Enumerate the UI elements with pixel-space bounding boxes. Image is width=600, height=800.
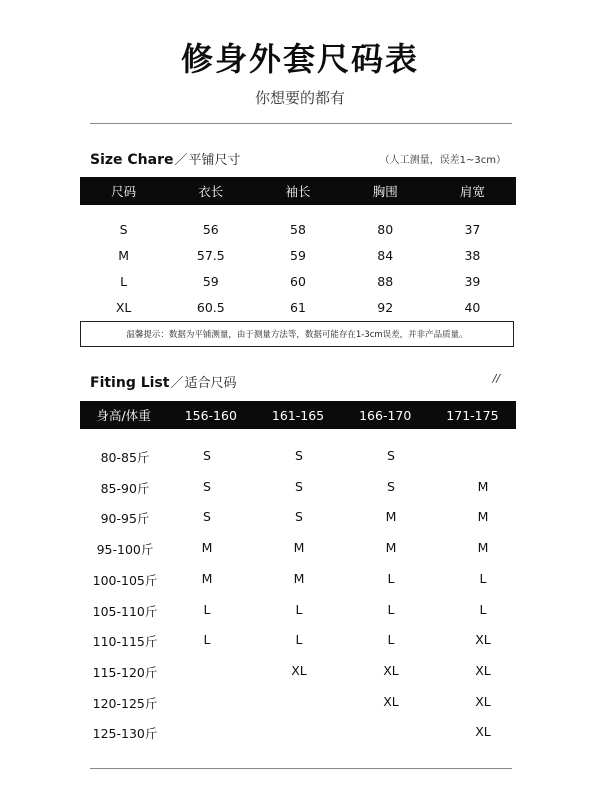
shoulder-col-header: 肩宽: [459, 184, 485, 199]
top-divider: [90, 123, 512, 124]
size-recommendation-cell: XL: [383, 693, 399, 709]
size-col-header: 尺码: [111, 184, 137, 199]
table-cell: 59: [290, 247, 306, 263]
fitting-list-table: [80, 440, 516, 750]
fitting-list-heading: [90, 372, 516, 392]
size-recommendation-cell: M: [477, 478, 489, 494]
table-cell: L: [120, 273, 128, 289]
size-recommendation-cell: XL: [383, 662, 399, 678]
fitting-list-title-cn: 适合尺码: [184, 376, 237, 391]
size-recommendation-cell: XL: [475, 693, 491, 709]
table-cell: 56: [202, 221, 219, 237]
size-recommendation-cell: L: [479, 601, 487, 617]
height-col-header-171-175: 171-175: [446, 407, 499, 423]
table-row: [80, 297, 516, 317]
table-cell: 37: [464, 221, 481, 237]
length-col-header: 衣长: [198, 184, 224, 199]
size-recommendation-cell: L: [295, 601, 303, 617]
table-cell: 57.5: [196, 247, 225, 263]
page-subtitle: 你想要的都有: [254, 89, 345, 107]
weight-range-label: 95-100斤: [96, 542, 154, 558]
table-row: [80, 245, 516, 265]
table-cell: 92: [377, 299, 394, 315]
table-cell: 88: [377, 273, 394, 289]
table-cell: 38: [464, 247, 481, 263]
height-col-header-166-170: 166-170: [359, 407, 412, 423]
size-recommendation-cell: S: [203, 448, 211, 463]
size-recommendation-cell: XL: [291, 662, 307, 678]
size-recommendation-cell: L: [387, 601, 395, 617]
table-cell: XL: [115, 299, 132, 315]
fitting-list-title-en: Fiting List: [90, 375, 170, 391]
size-recommendation-cell: S: [203, 509, 211, 525]
size-recommendation-cell: L: [203, 601, 211, 617]
size-recommendation-cell: L: [387, 570, 395, 586]
size-recommendation-cell: S: [387, 448, 395, 463]
sleeve-col-header: 袖长: [285, 184, 311, 199]
size-recommendation-cell: S: [203, 478, 211, 494]
size-recommendation-cell: M: [385, 540, 397, 556]
size-chart-title-cn: 平铺尺寸: [188, 153, 241, 168]
weight-range-label: 80-85斤: [100, 450, 150, 465]
bottom-divider: [90, 768, 512, 769]
table-cell: 39: [464, 273, 481, 289]
size-recommendation-cell: M: [385, 509, 397, 525]
size-recommendation-cell: S: [387, 478, 395, 494]
table-row: [80, 271, 516, 291]
size-chart-title-en: Size Chare: [90, 152, 174, 168]
table-cell: S: [119, 221, 128, 237]
table-cell: 59: [202, 273, 219, 289]
table-cell: M: [118, 247, 129, 263]
weight-range-label: 100-105斤: [92, 572, 158, 588]
size-chart-header-row: [80, 177, 516, 205]
fitting-list-header-row: [80, 401, 516, 429]
height-col-header-161-165: 161-165: [271, 407, 325, 423]
table-cell: 58: [290, 221, 306, 237]
weight-range-label: 110-115斤: [92, 634, 158, 650]
size-chart-title-sep: ／: [174, 153, 188, 168]
weight-range-label: 105-110斤: [92, 603, 158, 619]
corner-slash-mark: //: [492, 372, 500, 385]
size-recommendation-cell: M: [201, 570, 213, 586]
table-cell: 84: [377, 247, 394, 263]
measurement-tip-box: 温馨提示：数据为平铺测量，由于测量方法等，数据可能存在1-3cm误差，并非产品质量。: [80, 321, 514, 347]
weight-range-label: 125-130斤: [92, 726, 158, 742]
size-recommendation-cell: M: [477, 509, 489, 525]
weight-range-label: 120-125斤: [92, 695, 158, 711]
size-recommendation-cell: M: [201, 540, 213, 556]
size-recommendation-cell: XL: [475, 662, 491, 678]
table-cell: 60.5: [196, 299, 225, 315]
weight-range-label: 90-95斤: [100, 511, 150, 527]
size-recommendation-cell: M: [477, 540, 489, 556]
size-recommendation-cell: XL: [475, 724, 491, 740]
size-recommendation-cell: S: [295, 509, 303, 525]
size-chart-heading: [90, 149, 516, 169]
size-recommendation-cell: L: [203, 632, 211, 648]
size-recommendation-cell: S: [295, 448, 303, 463]
size-recommendation-cell: M: [293, 570, 305, 586]
height-weight-col-header: 身高/体重: [96, 408, 151, 423]
size-recommendation-cell: M: [293, 540, 305, 556]
table-cell: 61: [290, 299, 306, 315]
size-recommendation-cell: L: [295, 632, 303, 648]
table-cell: 80: [377, 221, 394, 237]
table-cell: 60: [290, 273, 306, 289]
page-title: 修身外套尺码表: [180, 40, 419, 78]
weight-range-label: 85-90斤: [100, 480, 150, 496]
fitting-list-title-sep: ／: [170, 376, 184, 391]
chest-col-header: 胸围: [372, 184, 398, 199]
measurement-note: （人工测量，误差1~3cm）: [379, 155, 506, 166]
size-recommendation-cell: XL: [475, 632, 491, 648]
table-row: [80, 219, 516, 239]
weight-range-label: 115-120斤: [92, 664, 158, 680]
size-recommendation-cell: L: [479, 570, 487, 586]
size-recommendation-cell: L: [387, 632, 395, 648]
table-cell: 40: [464, 299, 481, 315]
height-col-header-156-160: 156-160: [184, 407, 237, 423]
size-recommendation-cell: S: [295, 478, 303, 494]
